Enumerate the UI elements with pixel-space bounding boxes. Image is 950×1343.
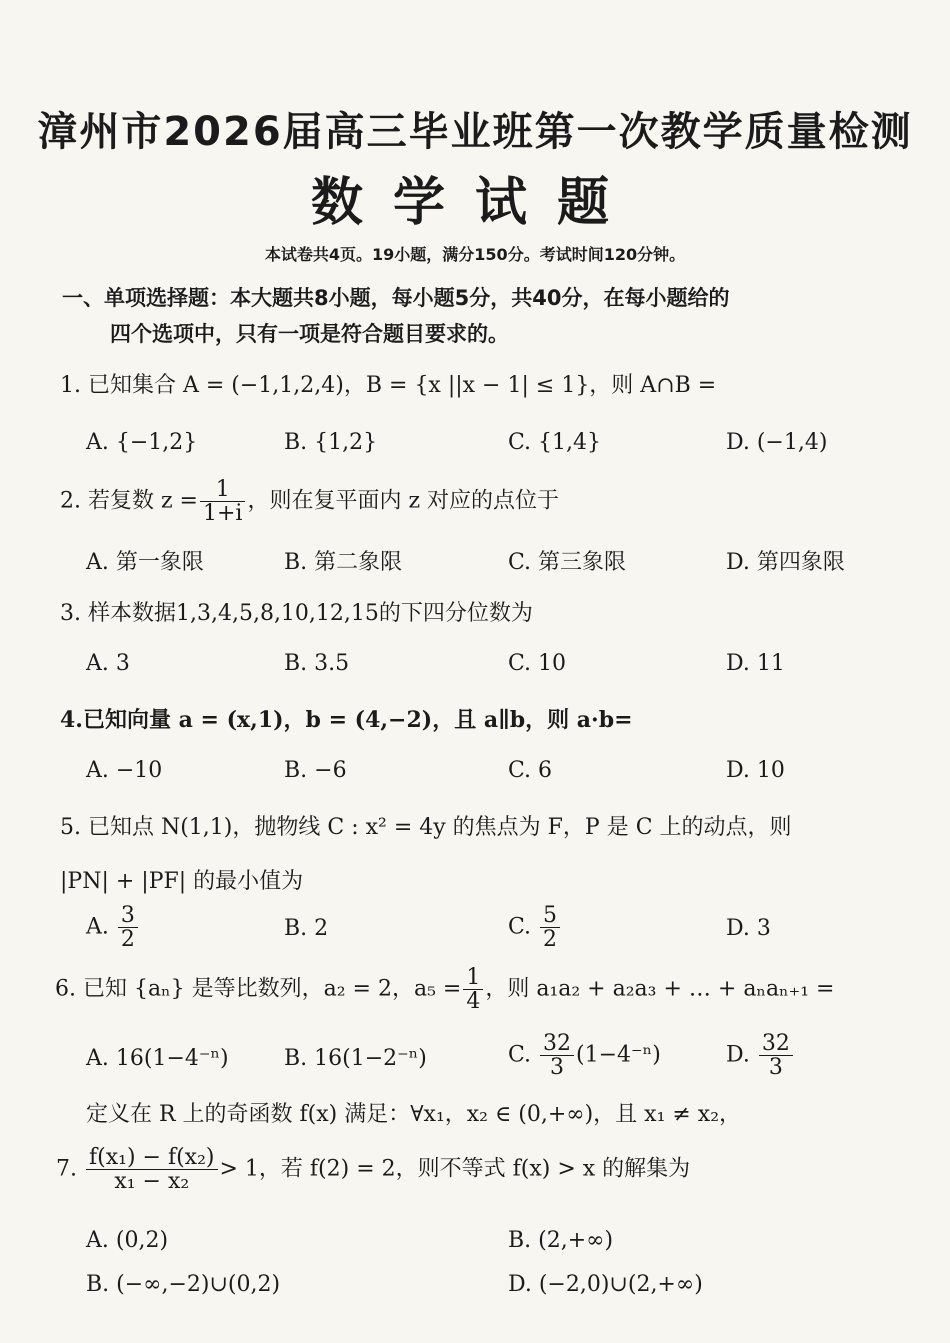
question-1-option-d: D. (−1,4) bbox=[726, 430, 828, 455]
question-6-option-d-num: 32 bbox=[759, 1032, 793, 1056]
question-6-prefix: 6. 已知 {aₙ} 是等比数列，a₂ = 2，a₅ = bbox=[55, 976, 462, 1002]
question-6-fraction-den: 4 bbox=[466, 989, 481, 1015]
question-6-option-c-fraction bbox=[540, 1032, 574, 1079]
question-1-option-c: C. {1,4} bbox=[508, 430, 602, 455]
question-6-option-c-tail: (1−4⁻ⁿ) bbox=[576, 1042, 661, 1068]
question-6-option-b: B. 16(1−2⁻ⁿ) bbox=[284, 1046, 427, 1071]
question-5-option-c-den: 2 bbox=[543, 927, 558, 953]
section-heading-line2: 四个选项中，只有一项是符合题目要求的。 bbox=[110, 322, 509, 346]
question-2-stem bbox=[60, 478, 559, 525]
question-6-option-c bbox=[508, 1032, 661, 1079]
question-5-option-b: B. 2 bbox=[284, 916, 329, 941]
question-5-option-c-label: C. bbox=[508, 914, 532, 940]
question-5-option-d: D. 3 bbox=[726, 916, 771, 941]
question-5-stem: 5. 已知点 N(1,1)，抛物线 C : x² = 4y 的焦点为 F，P 是 C 上的动点，则 bbox=[60, 815, 792, 840]
question-7-option-b: B. (2,+∞) bbox=[508, 1228, 614, 1253]
question-7-stem bbox=[56, 1146, 690, 1193]
question-2-option-d: D. 第四象限 bbox=[726, 550, 845, 575]
question-7-option-a: A. (0,2) bbox=[86, 1228, 169, 1253]
question-4-option-c: C. 6 bbox=[508, 758, 553, 783]
exam-note: 本试卷共4页。19小题，满分150分。考试时间120分钟。 bbox=[264, 245, 686, 264]
question-6-fraction bbox=[463, 966, 483, 1013]
question-7-suffix: > 1，若 f(2) = 2，则不等式 f(x) > x 的解集为 bbox=[219, 1156, 691, 1182]
question-6-fraction-num: 1 bbox=[463, 966, 483, 990]
question-4-option-b: B. −6 bbox=[284, 758, 347, 783]
question-4-option-d: D. 10 bbox=[726, 758, 785, 783]
question-4-option-a: A. −10 bbox=[86, 758, 163, 783]
question-2-option-a: A. 第一象限 bbox=[86, 550, 204, 575]
question-3-option-d: D. 11 bbox=[726, 651, 785, 676]
question-7-fraction bbox=[86, 1146, 218, 1193]
question-3-stem: 3. 样本数据1,3,4,5,8,10,12,15的下四分位数为 bbox=[60, 601, 533, 626]
question-3-option-b: B. 3.5 bbox=[284, 651, 350, 676]
question-6-option-d-fraction bbox=[759, 1032, 793, 1079]
question-1-stem: 1. 已知集合 A = (−1,1,2,4)，B = {x ||x − 1| ≤ 1}，则 A∩B = bbox=[60, 373, 717, 398]
question-5-option-a bbox=[86, 904, 140, 951]
question-2-prefix: 2. 若复数 z = bbox=[60, 488, 198, 514]
question-4-stem: 4.已知向量 a = (x,1)，b = (4,−2)，且 a∥b，则 a·b= bbox=[60, 707, 633, 733]
question-7-fraction-num: f(x₁) − f(x₂) bbox=[86, 1146, 218, 1170]
question-7-option-c: B. (−∞,−2)∪(0,2) bbox=[86, 1272, 281, 1297]
question-5-stem-line2: |PN| + |PF| 的最小值为 bbox=[60, 869, 304, 894]
exam-title: 漳州市2026届高三毕业班第一次教学质量检测 bbox=[37, 109, 913, 155]
question-6-suffix: ，则 a₁a₂ + a₂a₃ + … + aₙaₙ₊₁ = bbox=[485, 976, 835, 1002]
subject-title: 数学试题 bbox=[310, 173, 639, 233]
question-1-option-b: B. {1,2} bbox=[284, 430, 378, 455]
question-5-option-a-fraction bbox=[118, 904, 138, 951]
question-7-fraction-den: x₁ − x₂ bbox=[114, 1169, 190, 1195]
question-5-option-a-den: 2 bbox=[120, 927, 135, 953]
question-7-number: 7. bbox=[56, 1156, 77, 1182]
question-5-option-a-label: A. bbox=[86, 914, 109, 940]
question-6-option-d bbox=[726, 1032, 795, 1079]
question-6-stem bbox=[55, 966, 834, 1013]
question-3-option-a: A. 3 bbox=[86, 651, 130, 676]
question-5-option-c-num: 5 bbox=[540, 904, 560, 928]
question-5-option-a-num: 3 bbox=[118, 904, 138, 928]
question-6-option-c-num: 32 bbox=[540, 1032, 574, 1056]
question-2-suffix: ，则在复平面内 z 对应的点位于 bbox=[247, 488, 560, 514]
question-2-fraction bbox=[200, 478, 245, 525]
question-2-option-c: C. 第三象限 bbox=[508, 550, 627, 575]
question-5-option-c bbox=[508, 904, 562, 951]
question-1-option-a: A. {−1,2} bbox=[86, 430, 198, 455]
question-7-option-d: D. (−2,0)∪(2,+∞) bbox=[508, 1272, 703, 1297]
question-2-option-b: B. 第二象限 bbox=[284, 550, 403, 575]
question-6-option-d-den: 3 bbox=[768, 1055, 783, 1081]
question-6-option-d-label: D. bbox=[726, 1042, 750, 1068]
section-heading-line1: 一、单项选择题：本大题共8小题，每小题5分，共40分，在每小题给的 bbox=[62, 286, 730, 310]
question-6-option-a: A. 16(1−4⁻ⁿ) bbox=[86, 1046, 229, 1071]
question-6-option-c-label: C. bbox=[508, 1042, 532, 1068]
question-7-preamble: 定义在 R 上的奇函数 f(x) 满足：∀x₁，x₂ ∈ (0,+∞)，且 x₁ ≠ x₂， bbox=[86, 1102, 742, 1127]
question-3-option-c: C. 10 bbox=[508, 651, 567, 676]
question-2-fraction-num: 1 bbox=[200, 478, 245, 502]
question-6-option-c-den: 3 bbox=[550, 1055, 565, 1081]
question-5-option-c-fraction bbox=[540, 904, 560, 951]
question-2-fraction-den: 1+i bbox=[203, 501, 243, 527]
